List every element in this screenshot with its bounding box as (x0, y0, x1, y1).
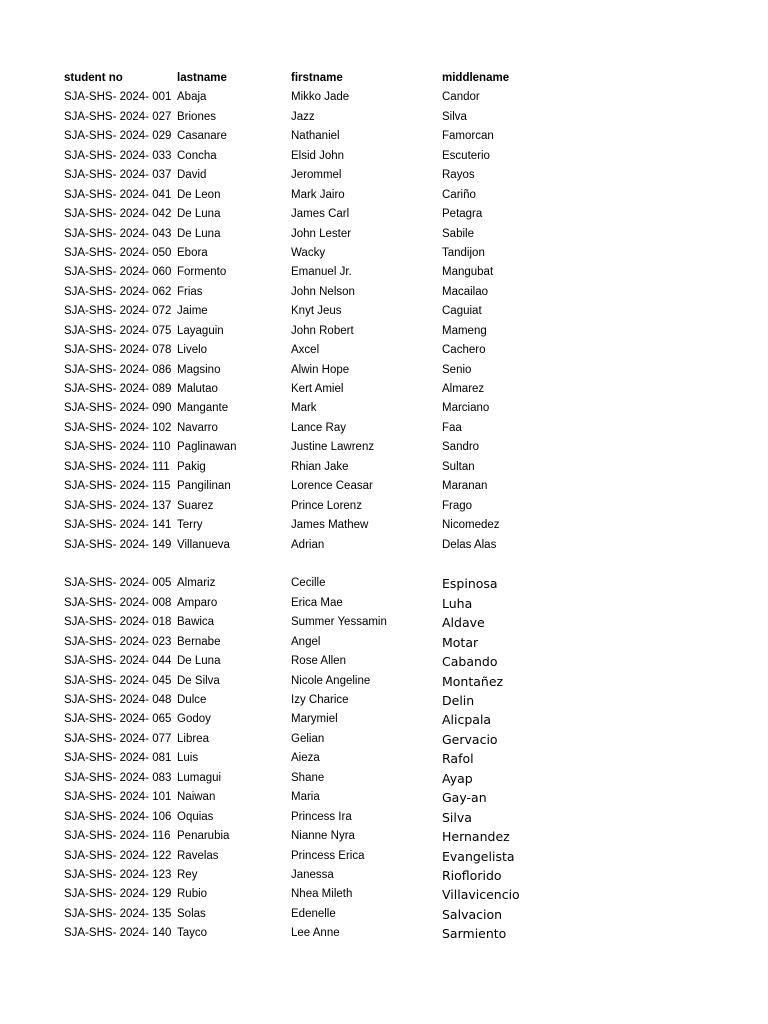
middlename-cell: Macailao (442, 285, 489, 298)
table-row (64, 341, 744, 360)
lastname-cell: Pangilinan (177, 480, 231, 493)
lastname-cell: Tayco (177, 927, 208, 940)
lastname-cell: Naiwan (177, 791, 216, 804)
firstname-cell: Izy Charice (291, 694, 349, 706)
middlename-cell: Evangelista (442, 848, 515, 864)
middlename-cell: Cachero (442, 344, 486, 357)
middlename-cell: Candor (442, 91, 480, 104)
firstname-cell: Justine Lawrenz (291, 441, 375, 454)
firstname-cell: Rose Allen (291, 655, 346, 668)
student-no-cell: SJA-SHS- 2024- 065 (64, 713, 172, 726)
table-row (64, 263, 744, 282)
lastname-cell: Terry (177, 519, 203, 532)
lastname-cell: Jaime (177, 305, 208, 318)
table-row (64, 302, 744, 321)
lastname-cell: Abaja (177, 91, 207, 104)
firstname-cell: Mark (291, 402, 317, 415)
table-row (64, 885, 744, 904)
student-no-cell: SJA-SHS- 2024- 137 (64, 499, 172, 512)
student-no-cell: SJA-SHS- 2024- 106 (64, 810, 172, 823)
student-no-cell: SJA-SHS- 2024- 075 (64, 324, 172, 337)
firstname-cell: Marymiel (291, 713, 338, 726)
student-no-cell: SJA-SHS- 2024- 135 (64, 907, 172, 920)
firstname-cell: Lee Anne (291, 927, 340, 940)
middlename-cell: Escuterio (442, 149, 490, 162)
middlename-cell: Rafol (442, 751, 474, 767)
student-no-cell: SJA-SHS- 2024- 048 (64, 694, 172, 706)
lastname-cell: Formento (177, 266, 227, 279)
firstname-cell: Jerommel (291, 169, 342, 182)
student-no-cell: SJA-SHS- 2024- 008 (64, 596, 172, 609)
lastname-cell: De Leon (177, 188, 221, 201)
table-row (64, 866, 744, 885)
firstname-cell: Edenelle (291, 907, 336, 920)
firstname-cell: Knyt Jeus (291, 305, 342, 318)
firstname-cell: Angel (291, 635, 321, 648)
lastname-cell: De Silva (177, 674, 220, 687)
middlename-cell: Montañez (442, 673, 504, 689)
firstname-cell: James Mathew (291, 519, 369, 532)
firstname-cell: James Carl (291, 208, 350, 221)
middlename-cell: Sabile (442, 227, 474, 240)
student-no-cell: SJA-SHS- 2024- 101 (64, 791, 172, 804)
middlename-cell: Gay-an (442, 790, 487, 806)
middlename-cell: Mangubat (442, 266, 494, 279)
student-no-cell: SJA-SHS- 2024- 102 (64, 421, 172, 434)
student-no-cell: SJA-SHS- 2024- 086 (64, 363, 172, 376)
student-no-cell: SJA-SHS- 2024- 141 (64, 519, 172, 532)
lastname-cell: Librea (177, 732, 209, 745)
firstname-cell: Maria (291, 791, 320, 804)
table-row (64, 166, 744, 185)
firstname-cell: Adrian (291, 538, 325, 551)
middlename-cell: Cariño (442, 188, 476, 201)
table-row (64, 730, 744, 749)
middlename-cell: Gervacio (442, 731, 498, 747)
table-row (64, 594, 744, 613)
firstname-cell: Janessa (291, 868, 334, 881)
table-row (64, 419, 744, 438)
lastname-cell: Lumagui (177, 771, 222, 784)
middlename-cell: Marciano (442, 402, 490, 415)
student-no-cell: SJA-SHS- 2024- 001 (64, 91, 172, 104)
table-row (64, 652, 744, 671)
student-list-sheet (64, 69, 744, 944)
lastname-cell: Concha (177, 149, 217, 162)
lastname-cell: Dulce (177, 694, 207, 706)
firstname-cell: Erica Mae (291, 596, 343, 609)
lastname-cell: Frias (177, 285, 203, 298)
table-row (64, 749, 744, 768)
student-no-cell: SJA-SHS- 2024- 122 (64, 849, 172, 862)
student-no-cell: SJA-SHS- 2024- 033 (64, 149, 172, 162)
table-row (64, 827, 744, 846)
firstname-cell: Nicole Angeline (291, 674, 371, 687)
firstname-cell: Lance Ray (291, 421, 346, 434)
table-row (64, 244, 744, 263)
firstname-cell: Emanuel Jr. (291, 266, 352, 279)
table-row (64, 322, 744, 341)
student-no-cell: SJA-SHS- 2024- 044 (64, 655, 172, 668)
firstname-cell: John Nelson (291, 285, 355, 298)
student-no-cell: SJA-SHS- 2024- 089 (64, 383, 172, 395)
firstname-cell: Gelian (291, 732, 325, 745)
table-row (64, 283, 744, 302)
firstname-cell: Shane (291, 771, 325, 784)
lastname-cell: Briones (177, 110, 216, 123)
table-row (64, 127, 744, 146)
student-no-cell: SJA-SHS- 2024- 023 (64, 635, 172, 648)
student-no-cell: SJA-SHS- 2024- 062 (64, 285, 172, 298)
middlename-cell: Silva (442, 110, 467, 123)
student-no-cell: SJA-SHS- 2024- 111 (64, 460, 170, 473)
firstname-cell: Jazz (291, 110, 315, 123)
table-row (64, 186, 744, 205)
middlename-cell: Alicpala (442, 712, 492, 728)
table-row (64, 613, 744, 632)
lastname-cell: Paglinawan (177, 441, 237, 454)
firstname-cell: Princess Ira (291, 810, 352, 823)
firstname-cell: Lorence Ceasar (291, 480, 373, 493)
student-no-cell: SJA-SHS- 2024- 027 (64, 110, 172, 123)
lastname-cell: Layaguin (177, 324, 224, 337)
student-no-cell: SJA-SHS- 2024- 090 (64, 402, 172, 415)
lastname-cell: David (177, 169, 207, 182)
middlename-cell: Sandro (442, 441, 480, 454)
table-row (64, 905, 744, 924)
student-no-cell: SJA-SHS- 2024- 050 (64, 246, 172, 259)
lastname-cell: Oquias (177, 810, 214, 823)
lastname-cell: Luis (177, 752, 199, 765)
firstname-cell: Aieza (291, 752, 320, 765)
lastname-cell: Ebora (177, 246, 208, 259)
student-no-cell: SJA-SHS- 2024- 129 (64, 888, 172, 901)
student-no-cell: SJA-SHS- 2024- 042 (64, 208, 172, 221)
firstname-cell: Mikko Jade (291, 91, 350, 104)
lastname-cell: De Luna (177, 227, 221, 240)
firstname-cell: Princess Erica (291, 849, 365, 862)
table-row (64, 672, 744, 691)
middlename-cell: Maranan (442, 480, 488, 493)
lastname-cell: Pakig (177, 460, 206, 473)
firstname-cell: John Robert (291, 324, 354, 337)
middlename-cell: Motar (442, 634, 479, 650)
lastname-cell: Bawica (177, 616, 215, 629)
table-row (64, 808, 744, 827)
lastname-cell: Mangante (177, 402, 229, 415)
firstname-cell: Wacky (291, 246, 326, 259)
middlename-cell: Cabando (442, 654, 498, 670)
student-no-cell: SJA-SHS- 2024- 078 (64, 344, 172, 357)
student-no-cell: SJA-SHS- 2024- 060 (64, 266, 172, 279)
student-no-cell: SJA-SHS- 2024- 045 (64, 674, 172, 687)
table-row (64, 458, 744, 477)
table-row (64, 847, 744, 866)
firstname-cell: John Lester (291, 227, 352, 240)
lastname-cell: Penarubia (177, 830, 230, 843)
middlename-cell: Caguiat (442, 305, 482, 318)
firstname-cell: Nhea Mileth (291, 888, 353, 901)
table-row (64, 691, 744, 710)
middlename-cell: Almarez (442, 383, 485, 395)
table-row (64, 88, 744, 107)
lastname-cell: Rubio (177, 888, 208, 901)
student-no-cell: SJA-SHS- 2024- 123 (64, 868, 172, 881)
firstname-cell: Mark Jairo (291, 188, 345, 201)
student-no-cell: SJA-SHS- 2024- 029 (64, 130, 172, 143)
lastname-cell: De Luna (177, 655, 221, 668)
middlename-cell: Nicomedez (442, 519, 500, 532)
firstname-cell: Cecille (291, 577, 326, 590)
lastname-cell: Casanare (177, 130, 227, 143)
student-no-cell: SJA-SHS- 2024- 018 (64, 616, 172, 629)
middlename-cell: Delin (442, 693, 475, 708)
firstname-cell: Elsid John (291, 149, 345, 162)
lastname-cell: Livelo (177, 344, 208, 357)
blank-row (64, 555, 744, 574)
student-no-cell: SJA-SHS- 2024- 116 (64, 830, 171, 843)
middlename-cell: Petagra (442, 208, 483, 221)
table-row (64, 536, 744, 555)
firstname-cell: Axcel (291, 344, 320, 357)
table-row (64, 477, 744, 496)
middlename-cell: Espinosa (442, 576, 498, 592)
table-row (64, 361, 744, 380)
student-no-cell: SJA-SHS- 2024- 083 (64, 771, 172, 784)
student-group-2 (64, 574, 744, 943)
table-row (64, 497, 744, 516)
lastname-cell: Rey (177, 868, 198, 881)
middlename-cell: Sultan (442, 460, 475, 473)
student-no-cell: SJA-SHS- 2024- 043 (64, 227, 172, 240)
middlename-cell: Hernandez (442, 829, 510, 845)
header-middlename: middlename (442, 72, 510, 84)
middlename-cell: Mameng (442, 324, 487, 337)
lastname-cell: Bernabe (177, 635, 221, 648)
student-no-cell: SJA-SHS- 2024- 149 (64, 538, 172, 551)
table-row (64, 924, 744, 943)
middlename-cell: Famorcan (442, 130, 494, 143)
middlename-cell: Luha (442, 595, 473, 611)
middlename-cell: Sarmiento (442, 926, 507, 942)
lastname-cell: Solas (177, 907, 206, 920)
firstname-cell: Kert Amiel (291, 383, 344, 395)
student-no-cell: SJA-SHS- 2024- 041 (64, 188, 172, 201)
table-row (64, 788, 744, 807)
header-row (64, 69, 744, 88)
middlename-cell: Delas Alas (442, 538, 497, 551)
middlename-cell: Salvacion (442, 906, 503, 922)
lastname-cell: Magsino (177, 363, 221, 376)
lastname-cell: Malutao (177, 383, 218, 395)
header-student-no: student no (64, 72, 123, 84)
firstname-cell: Nianne Nyra (291, 830, 355, 843)
lastname-cell: Villanueva (177, 538, 230, 551)
lastname-cell: De Luna (177, 208, 221, 221)
header-firstname: firstname (291, 72, 343, 84)
table-row (64, 399, 744, 418)
lastname-cell: Ravelas (177, 849, 219, 862)
firstname-cell: Rhian Jake (291, 460, 349, 473)
table-row (64, 438, 744, 457)
header-lastname: lastname (177, 72, 227, 84)
table-row (64, 516, 744, 535)
middlename-cell: Rayos (442, 169, 475, 182)
lastname-cell: Suarez (177, 499, 214, 512)
middlename-cell: Silva (442, 809, 472, 825)
student-no-cell: SJA-SHS- 2024- 072 (64, 305, 172, 318)
middlename-cell: Tandijon (442, 246, 485, 259)
middlename-cell: Frago (442, 499, 473, 512)
firstname-cell: Alwin Hope (291, 363, 350, 376)
student-no-cell: SJA-SHS- 2024- 110 (64, 441, 171, 454)
lastname-cell: Almariz (177, 577, 216, 590)
middlename-cell: Faa (442, 421, 462, 434)
student-no-cell: SJA-SHS- 2024- 005 (64, 577, 172, 590)
table-row (64, 380, 744, 399)
table-row (64, 574, 744, 593)
table-row (64, 710, 744, 729)
middlename-cell: Villavicencio (442, 887, 520, 903)
lastname-cell: Godoy (177, 713, 211, 726)
student-no-cell: SJA-SHS- 2024- 115 (64, 480, 171, 493)
table-row (64, 769, 744, 788)
middlename-cell: Rioflorido (442, 867, 502, 883)
student-no-cell: SJA-SHS- 2024- 081 (64, 752, 172, 765)
student-no-cell: SJA-SHS- 2024- 037 (64, 169, 172, 182)
middlename-cell: Ayap (442, 770, 473, 786)
firstname-cell: Nathaniel (291, 130, 340, 143)
table-row (64, 633, 744, 652)
middlename-cell: Senio (442, 363, 472, 376)
student-group-1 (64, 88, 744, 555)
table-row (64, 147, 744, 166)
lastname-cell: Navarro (177, 421, 218, 434)
table-row (64, 225, 744, 244)
lastname-cell: Amparo (177, 596, 218, 609)
middlename-cell: Aldave (442, 615, 485, 631)
firstname-cell: Summer Yessamin (291, 616, 387, 629)
student-no-cell: SJA-SHS- 2024- 077 (64, 732, 172, 745)
student-no-cell: SJA-SHS- 2024- 140 (64, 927, 172, 940)
firstname-cell: Prince Lorenz (291, 499, 362, 512)
table-row (64, 108, 744, 127)
table-row (64, 205, 744, 224)
